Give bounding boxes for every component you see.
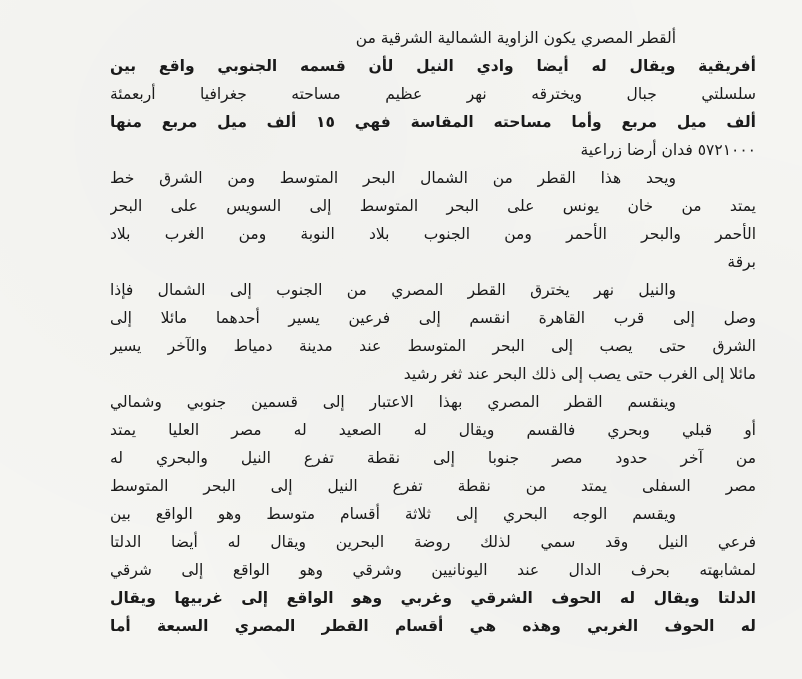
text-line: مائلا إلى الغرب حتى يصب إلى ذلك البحر عند ثغر رشيد (403, 365, 756, 383)
text-line: ألقطر المصري يكون الزاوية الشمالية الشرقية من (355, 29, 676, 47)
text-line: له الحوف الغربي وهذه هي أقسام القطر المصري السبعة أما (110, 617, 756, 635)
text-line: ويحد هذا القطر من الشمال البحر المتوسط ومن الشرق خط (110, 169, 676, 187)
text-line: أو قبلي وبحري فالقسم ويقال له الصعيد له مصر العليا يمتد (110, 421, 756, 439)
text-line: ٥٧٢١٠٠٠ فدان أرضا زراعية (580, 141, 756, 159)
text-line: من آخر حدود مصر جنوبا إلى نقطة تفرع النيل والبحري له (110, 449, 756, 467)
text-line: سلسلتي جبال ويخترقه نهر عظيم مساحته جغرافيا أربعمئة (110, 85, 756, 103)
text-line: برقة (727, 253, 756, 271)
text-line: والنيل نهر يخترق القطر المصري من الجنوب إلى الشمال فإذا (110, 281, 676, 299)
text-line: وصل إلى قرب القاهرة انقسم إلى فرعين يسير أحدهما مائلا إلى (110, 309, 756, 327)
text-line: ويقسم الوجه البحري إلى ثلاثة أقسام متوسط وهو الواقع بين (110, 505, 676, 523)
text-line: فرعي النيل وقد سمي لذلك روضة البحرين ويقال له أيضا الدلتا (110, 533, 756, 551)
text-line: يمتد من خان يونس على البحر المتوسط إلى السويس على البحر (110, 197, 756, 215)
text-line: لمشابهته بحرف الدال عند اليونانيين وشرقي وهو الواقع إلى شرقي (110, 561, 756, 579)
document-body (110, 24, 756, 640)
text-line: الشرق حتى يصب إلى البحر المتوسط عند مدينة دمياط والآخر يسير (110, 337, 756, 355)
text-line: أفريقية ويقال له أيضا وادي النيل لأن قسمه الجنوبي واقع بين (110, 57, 756, 75)
text-line: الدلتا ويقال له الحوف الشرقي وغربي وهو الواقع إلى غربيها ويقال (110, 589, 756, 607)
text-line: الأحمر والبحر الأحمر ومن الجنوب بلاد النوبة ومن الغرب بلاد (110, 225, 756, 243)
text-line: وينقسم القطر المصري بهذا الاعتبار إلى قسمين جنوبي وشمالي (110, 393, 676, 411)
text-line: ألف ميل مربع وأما مساحته المقاسة فهي ١٥ ألف ميل مربع منها (110, 113, 756, 131)
text-line: مصر السفلى يمتد من نقطة تفرع النيل إلى البحر المتوسط (110, 477, 756, 495)
